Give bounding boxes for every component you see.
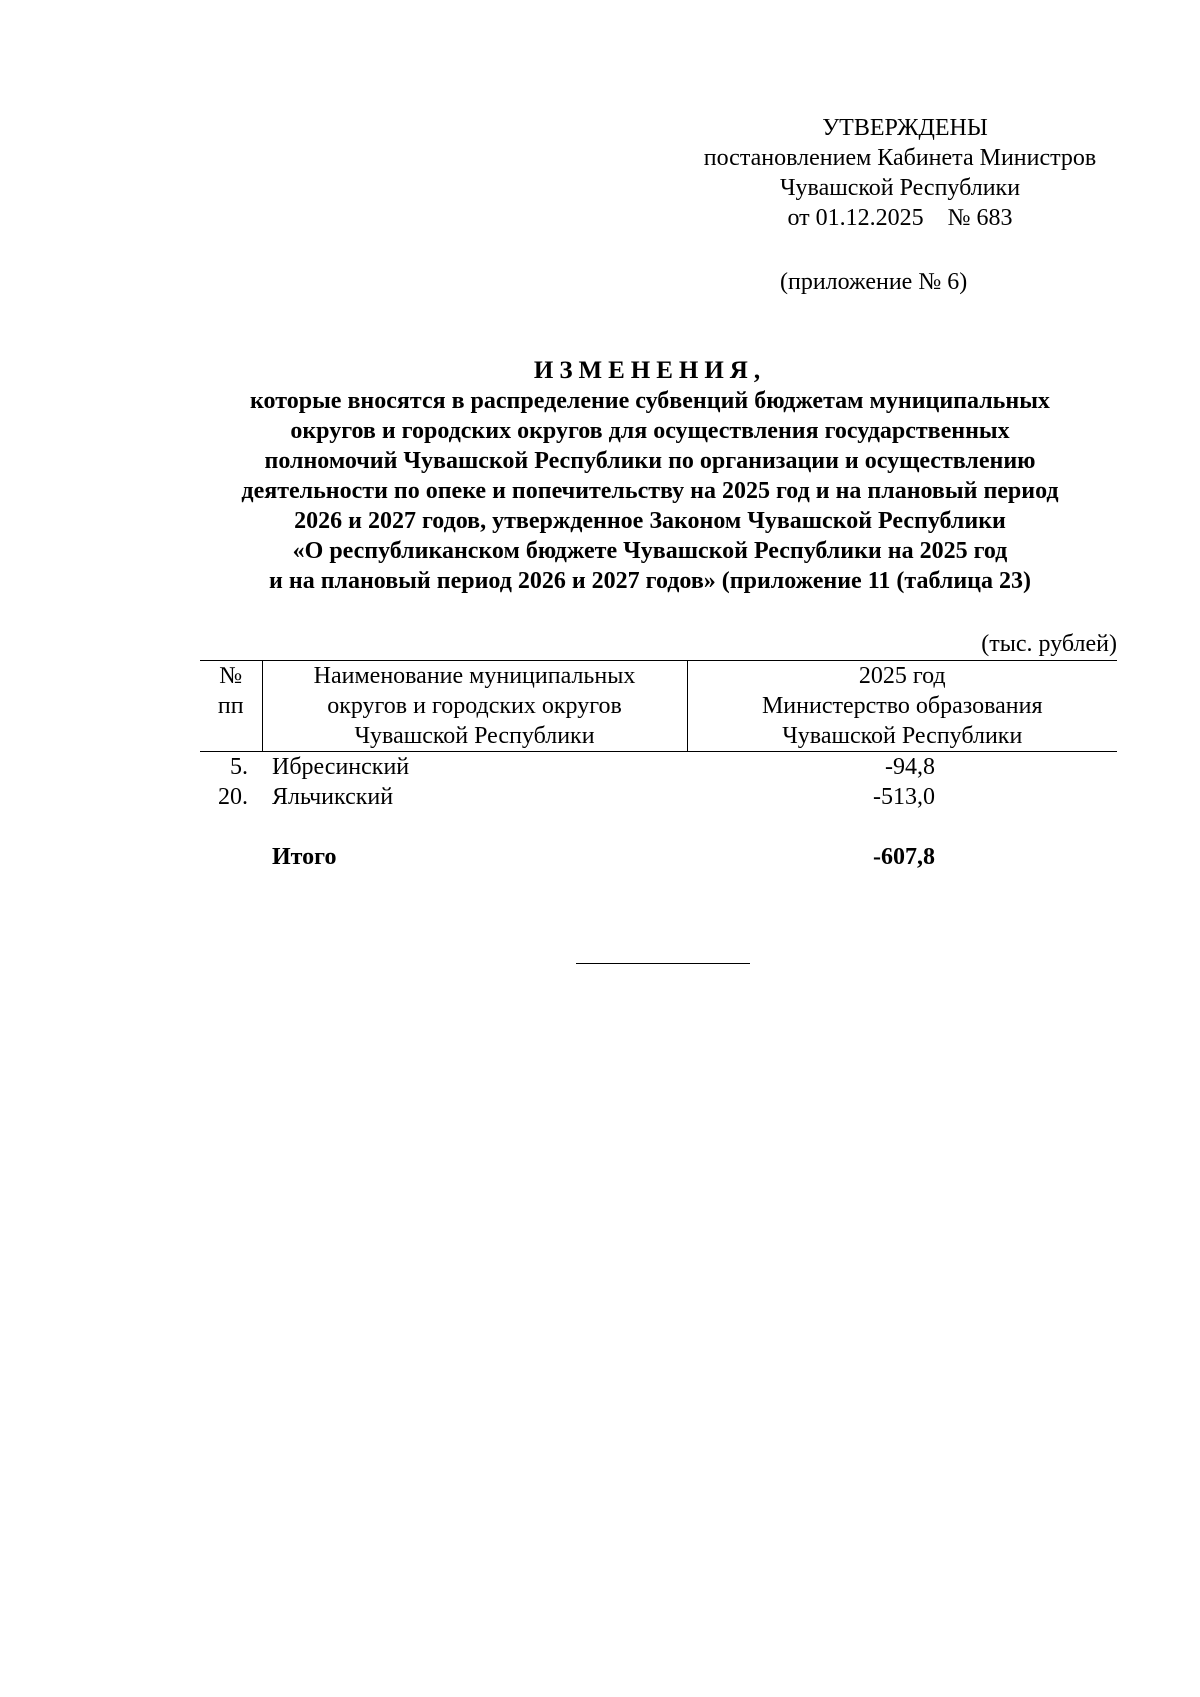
header-value-line: 2025 год	[858, 663, 946, 689]
approval-date-number: от 01.12.2025 № 683	[787, 205, 1013, 231]
header-name-line: Чувашской Республики	[354, 723, 595, 749]
total-number-cell	[200, 842, 262, 872]
row-value: -94,8	[885, 754, 935, 780]
table-row	[200, 752, 1117, 783]
title-line: «О республиканском бюджете Чувашской Республики на 2025 год	[292, 538, 1008, 564]
approval-line: Чувашской Республики	[779, 175, 1021, 201]
row-name: Ибресинский	[272, 754, 410, 780]
table-spacer-row	[200, 812, 1117, 842]
row-number: 5.	[230, 754, 248, 780]
table-row	[200, 782, 1117, 812]
header-num	[200, 661, 262, 752]
title-line: округов и городских округов для осуществления государственных	[290, 418, 1010, 444]
row-value: -513,0	[873, 784, 935, 810]
header-value-line: Министерство образования	[761, 693, 1043, 719]
spacer-cell	[200, 812, 262, 842]
total-value: -607,8	[873, 844, 935, 870]
approval-title: УТВЕРЖДЕНЫ	[822, 115, 988, 141]
table-header-row	[200, 661, 1117, 752]
appendix-note: (приложение № 6)	[780, 269, 968, 295]
header-num-line: №	[219, 663, 243, 689]
closing-rule	[576, 963, 750, 964]
header-name-line: округов и городских округов	[327, 693, 622, 719]
spacer-cell	[262, 812, 687, 842]
header-name	[262, 661, 687, 752]
title-line: деятельности по опеке и попечительству на 2025 год и на плановый период	[241, 478, 1059, 504]
document-title	[190, 356, 1110, 596]
title-heading: ИЗМЕНЕНИЯ,	[533, 357, 767, 384]
unit-label: (тыс. рублей)	[981, 631, 1117, 657]
title-line: 2026 и 2027 годов, утвержденное Законом Чувашской Республики	[294, 508, 1006, 534]
row-name: Яльчикский	[272, 784, 394, 810]
title-line: полномочий Чувашской Республики по организации и осуществлению	[264, 448, 1036, 474]
title-line: которые вносятся в распределение субвенций бюджетам муниципальных	[250, 388, 1050, 414]
row-number: 20.	[218, 784, 248, 810]
total-label: Итого	[272, 844, 337, 870]
approval-line: постановлением Кабинета Министров	[703, 145, 1097, 171]
header-value	[687, 661, 1117, 752]
budget-table	[200, 660, 1117, 872]
header-num-line: пп	[217, 693, 244, 719]
header-value-line: Чувашской Республики	[782, 723, 1023, 749]
budget-table-wrapper	[200, 660, 1117, 872]
header-name-line: Наименование муниципальных	[313, 663, 636, 689]
table-total-row	[200, 842, 1117, 872]
spacer-cell	[687, 812, 1117, 842]
title-line: и на плановый период 2026 и 2027 годов» (приложение 11 (таблица 23)	[269, 568, 1031, 594]
approval-block	[660, 113, 1140, 233]
